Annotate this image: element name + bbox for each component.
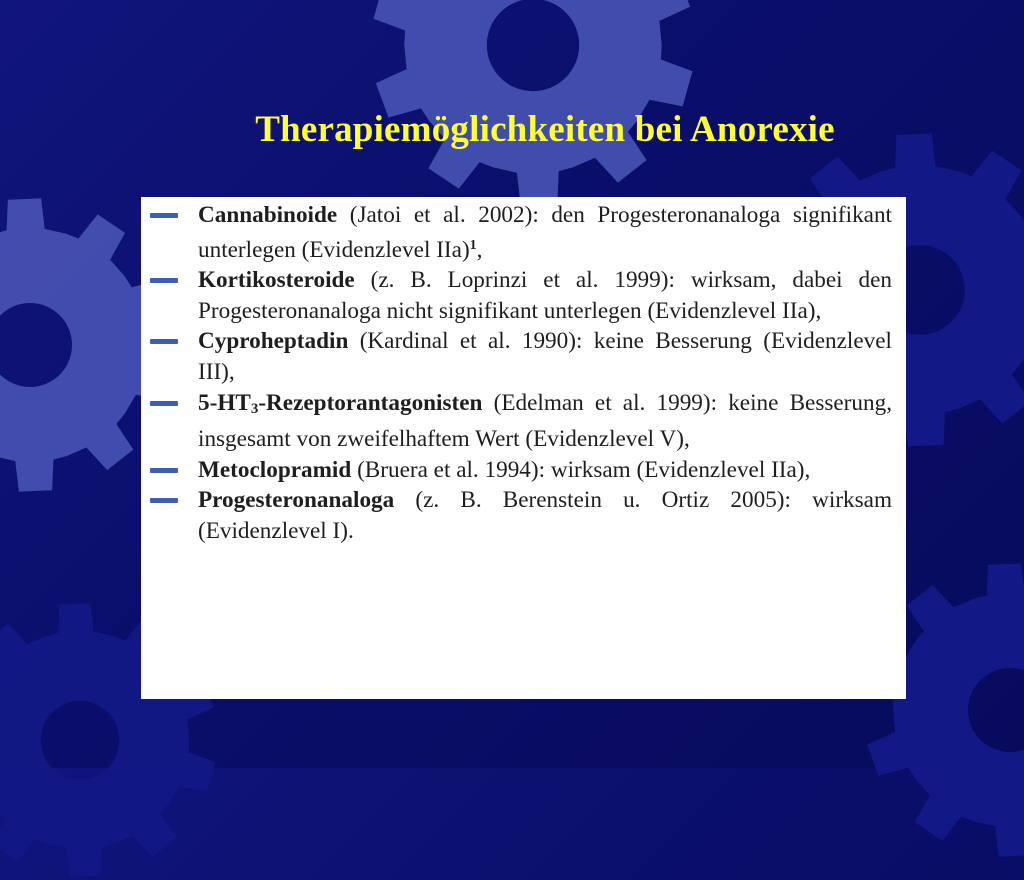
list-item-cyproheptadin [141,326,906,387]
list-item-description: (Bruera et al. 1994): wirksam (Evidenzlevel IIa), [351,456,811,483]
list-item-term: Cannabinoide [198,202,338,228]
list-item-term: Progesteronanaloga [198,487,395,514]
list-item-description: (Jatoi et al. 2002): den Progesteronanaloga signifikant unterlegen (Evidenzlevel IIa) [198,202,892,263]
list-item-text [198,388,892,455]
slide-title: Therapiemöglichkeiten bei Anorexie [255,109,835,150]
list-item-5ht3 [141,388,906,455]
dash-icon [150,498,178,503]
list-item-description: (Edelman et al. 1999): keine Besserung, insgesamt von zweifelhaftem Wert (Evidenzlevel V), [198,389,892,453]
footnote-marker: 1 [469,237,477,253]
list-item-text [198,326,892,387]
dash-icon [150,401,178,406]
dash-icon [150,213,178,218]
list-item-metoclopramid [141,455,906,486]
list-item-progesteronanaloga [141,485,906,546]
dash-icon [150,468,178,473]
list-item-cannabinoide [141,200,906,265]
dash-icon [150,278,178,283]
list-item-description: (z. B. Loprinzi et al. 1999): wirksam, dabei den Progesteronanaloga nicht signifikant unterlegen (Evidenzlevel IIa), [198,267,892,324]
list-item-term-rest: -Rezeptorantagonisten [258,389,483,416]
list-item-text [198,455,892,486]
list-item-text [198,265,892,326]
list-item-text [198,485,892,546]
list-item-kortikosteroide [141,265,906,326]
gear-decoration-icon-top [368,0,698,210]
list-item-punctuation: , [476,236,483,263]
list-item-term: Cyproheptadin [198,328,349,355]
list-item-term: Kortikosteroide [198,267,355,294]
list-item-text [198,200,892,265]
list-item-description: (Kardinal et al. 1990): keine Besserung (Evidenzlevel III), [198,328,892,385]
list-item-description: (z. B. Berenstein u. Ortiz 2005): wirksam (Evidenzlevel I). [198,487,892,544]
list-item-term: Metoclopramid [198,456,352,483]
dash-icon [150,339,178,344]
content-panel [141,197,906,699]
list-item-term: 5-HT [198,389,251,416]
list-item-term-subscript: 3 [250,400,259,417]
